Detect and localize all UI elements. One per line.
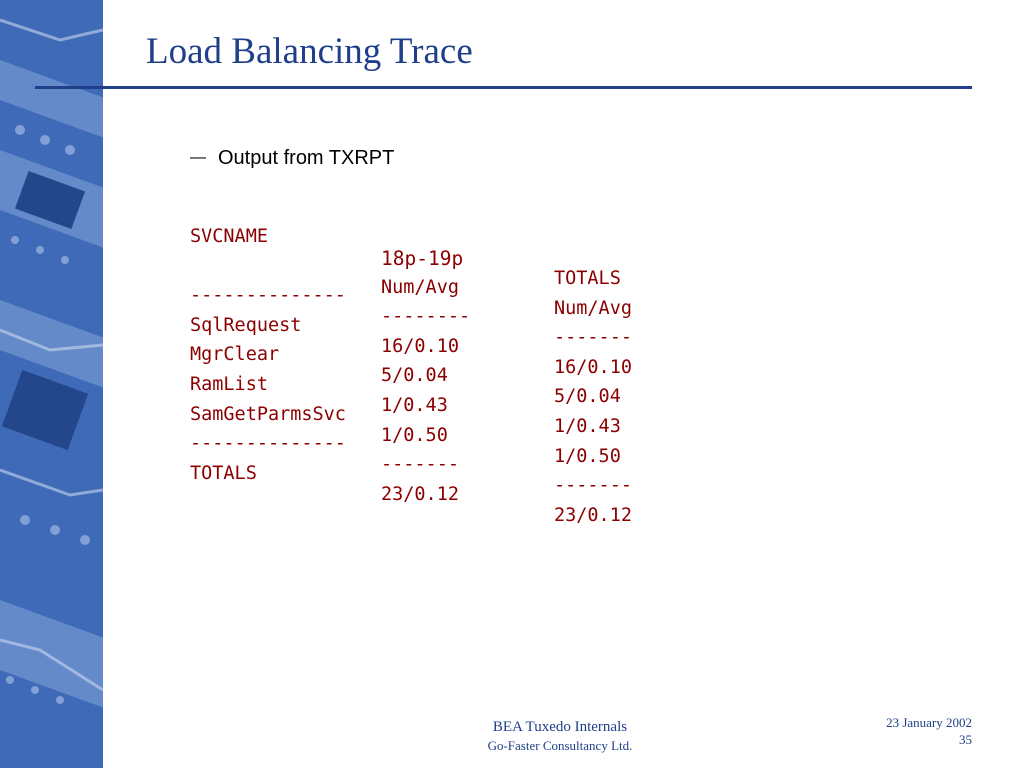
trace-cell: 1/0.50 (381, 424, 448, 446)
trace-cell: MgrClear (190, 344, 280, 366)
trace-cell: 23/0.12 (554, 504, 632, 526)
trace-cell: ------- (554, 475, 632, 497)
trace-cell: SVCNAME (190, 226, 268, 247)
trace-cell: ------- (381, 454, 459, 476)
trace-cell: 5/0.04 (381, 365, 448, 387)
trace-cell: 1/0.43 (554, 415, 621, 437)
trace-cell: SqlRequest (190, 314, 302, 336)
decorative-circuit-board-strip (0, 0, 103, 768)
bullet-item (190, 147, 394, 170)
footer-course-info (460, 719, 660, 754)
trace-cell: SamGetParmsSvc (190, 403, 346, 425)
circuit-board-image (0, 0, 103, 768)
trace-cell: 16/0.10 (554, 356, 632, 378)
title-underline (35, 86, 972, 89)
bullet-dash: — (190, 149, 206, 166)
footer-date-page (886, 714, 972, 748)
footer-company: Go-Faster Consultancy Ltd. (487, 738, 633, 753)
trace-cell: 1/0.43 (381, 394, 448, 416)
trace-cell: 1/0.50 (554, 445, 621, 467)
slide-title: Load Balancing Trace (146, 31, 473, 72)
footer-date: 23 January 2002 (886, 715, 972, 730)
trace-cell: TOTALS (190, 462, 257, 484)
trace-cell: Num/Avg (381, 276, 459, 298)
bullet-text: Output from TXRPT (218, 147, 395, 169)
txrpt-output (190, 205, 632, 526)
trace-cell: -------------- (190, 433, 346, 455)
slide-number: 35 (959, 732, 972, 747)
footer-course: BEA Tuxedo Internals (492, 719, 628, 735)
trace-cell: -------- (381, 306, 471, 328)
trace-cell: 23/0.12 (381, 483, 459, 505)
trace-cell: -------------- (190, 285, 346, 307)
trace-cell: RamList (190, 373, 268, 395)
trace-cell: 18p-19p (381, 247, 464, 270)
trace-cell: TOTALS (554, 268, 621, 289)
trace-cell: ------- (554, 327, 632, 349)
trace-cell: Num/Avg (554, 297, 632, 319)
trace-cell: 16/0.10 (381, 335, 459, 357)
trace-cell: 5/0.04 (554, 386, 621, 408)
